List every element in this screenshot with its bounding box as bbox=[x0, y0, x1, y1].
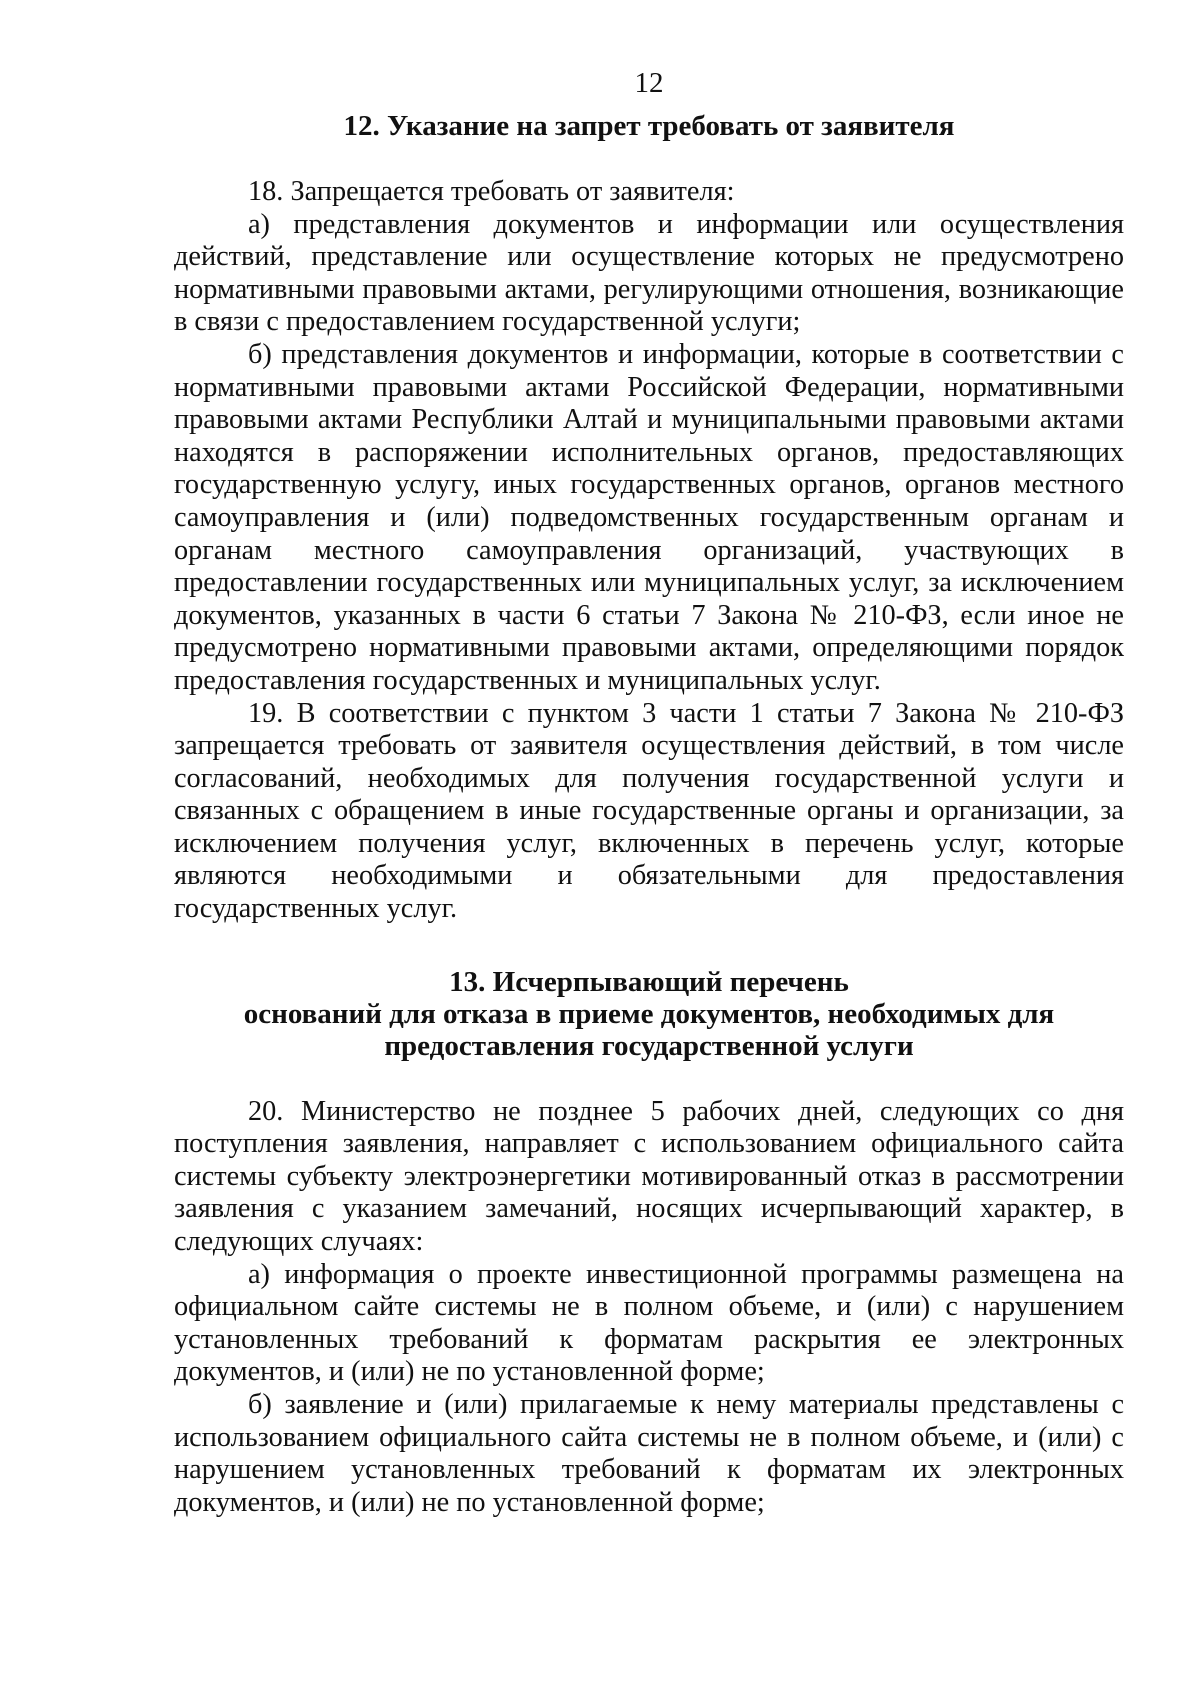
section-13-heading-line-2: оснований для отказа в приеме документов, необходимых для bbox=[243, 997, 1055, 1030]
section-13-heading-line-1: 13. Исчерпывающий перечень bbox=[449, 965, 849, 998]
paragraph-20-a: а) информация о проекте инвестиционной программы размещена на официальном сайте системы не в полном объеме, и (или) с нарушением установленных требований к форматам раскрытия ее электронных документов, и (или) не по установленной форме; bbox=[174, 1258, 1124, 1388]
paragraph-20-b: б) заявление и (или) прилагаемые к нему материалы представлены с использованием официального сайта системы не в полном объеме, и (или) с нарушением установленных требований к форматам их электронных документов, и (или) не по установленной форме; bbox=[174, 1389, 1124, 1518]
document-page bbox=[174, 66, 1124, 1519]
paragraph-18-b: б) представления документов и информации, которые в соответствии с нормативными правовыми актами Российской Федерации, нормативными правовыми актами Республики Алтай и муниципальными правовыми актами находятся в распоряжении исполнительных органов, предоставляющих государственную услугу, иных государственных органов, органов местного самоуправления и (или) подведомственных государственным органам и органам местного самоуправления организаций, участвующих в предоставлении государственных или муниципальных услуг, за исключением документов, указанных в части 6 статьи 7 Закона № 210-ФЗ, если иное не предусмотрено нормативными правовыми актами, определяющими порядок предоставления государственных и муниципальных услуг. bbox=[174, 338, 1124, 696]
section-13-heading-line-3: предоставления государственной услуги bbox=[384, 1029, 914, 1062]
section-12-heading: 12. Указание на запрет требовать от заявителя bbox=[343, 110, 955, 142]
paragraph-18-a: а) представления документов и информации или осуществления действий, представление или осуществление которых не предусмотрено нормативными правовыми актами, регулирующими отношения, возникающие в связи с предоставлением государственной услуги; bbox=[174, 208, 1124, 338]
paragraph-18-intro: 18. Запрещается требовать от заявителя: bbox=[248, 176, 735, 207]
page-number: 12 bbox=[634, 67, 664, 99]
paragraph-20-intro: 20. Министерство не позднее 5 рабочих дней, следующих со дня поступления заявления, направляет с использованием официального сайта системы субъекту электроэнергетики мотивированный отказ в рассмотрении заявления с указанием замечаний, носящих исчерпывающий характер, в следующих случаях: bbox=[174, 1095, 1124, 1258]
paragraph-19: 19. В соответствии с пунктом 3 части 1 статьи 7 Закона № 210-ФЗ запрещается требовать от заявителя осуществления действий, в том числе согласований, необходимых для получения государственной услуги и связанных с обращением в иные государственные органы и организации, за исключением получения услуг, включенных в перечень услуг, которые являются необходимыми и обязательными для предоставления государственных услуг. bbox=[174, 697, 1124, 925]
section-13-heading bbox=[174, 966, 1124, 1062]
